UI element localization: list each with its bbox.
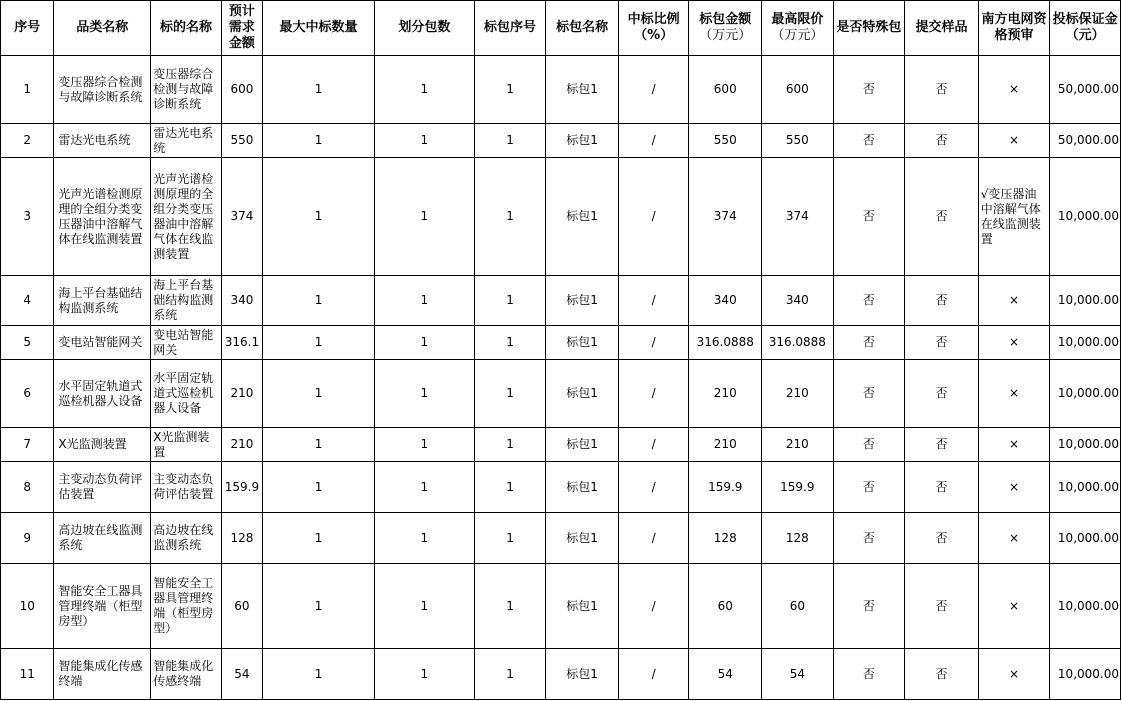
cell-deposit: 50,000.00	[1050, 56, 1121, 124]
cell-max-bids: 1	[263, 649, 375, 700]
cell-deposit: 10,000.00	[1050, 649, 1121, 700]
cell-seq: 4	[1, 276, 54, 326]
cell-ratio: /	[618, 158, 689, 276]
cell-subject: X光监测装置	[151, 428, 222, 462]
cell-special: 否	[833, 124, 905, 158]
cell-ratio: /	[618, 649, 689, 700]
cell-max-bids: 1	[263, 564, 375, 649]
cell-csg: ×	[978, 326, 1050, 360]
cell-est-amount: 159.9	[221, 462, 262, 513]
cell-category: 智能安全工器具管理终端（柜型房型）	[54, 564, 151, 649]
cell-max-bids: 1	[263, 158, 375, 276]
cell-category: 智能集成化传感终端	[54, 649, 151, 700]
cell-packages: 1	[374, 564, 474, 649]
cell-pkg-seq: 1	[474, 56, 546, 124]
cell-samples: 否	[905, 428, 979, 462]
cell-ratio: /	[618, 276, 689, 326]
cell-pkg-name: 标包1	[546, 326, 619, 360]
cell-pkg-amount: 159.9	[689, 462, 762, 513]
cell-category: 水平固定轨道式巡检机器人设备	[54, 360, 151, 428]
cell-deposit: 10,000.00	[1050, 462, 1121, 513]
header-max-price-line2: （万元）	[771, 28, 824, 43]
cell-pkg-name: 标包1	[546, 276, 619, 326]
cell-csg: ×	[978, 360, 1050, 428]
cell-pkg-amount: 374	[689, 158, 762, 276]
cell-packages: 1	[374, 513, 474, 564]
cell-pkg-name: 标包1	[546, 649, 619, 700]
cell-deposit: 10,000.00	[1050, 158, 1121, 276]
cell-est-amount: 210	[221, 360, 262, 428]
cell-subject: 变电站智能网关	[151, 326, 222, 360]
cell-ratio: /	[618, 56, 689, 124]
cell-seq: 9	[1, 513, 54, 564]
cell-seq: 7	[1, 428, 54, 462]
cell-samples: 否	[905, 564, 979, 649]
cell-csg: ×	[978, 428, 1050, 462]
cell-special: 否	[833, 513, 905, 564]
cell-category: 变电站智能网关	[54, 326, 151, 360]
header-ratio-line1: 中标比例	[627, 12, 680, 27]
header-deposit: 投标保证金（元）	[1050, 1, 1121, 56]
header-special: 是否特殊包	[833, 1, 905, 56]
cell-max-bids: 1	[263, 513, 375, 564]
cell-pkg-name: 标包1	[546, 462, 619, 513]
cell-special: 否	[833, 56, 905, 124]
cell-est-amount: 128	[221, 513, 262, 564]
header-row	[1, 1, 1121, 56]
table-row	[1, 513, 1121, 564]
cell-special: 否	[833, 360, 905, 428]
table-row	[1, 564, 1121, 649]
table-row	[1, 124, 1121, 158]
cell-est-amount: 54	[221, 649, 262, 700]
cell-est-amount: 340	[221, 276, 262, 326]
cell-samples: 否	[905, 158, 979, 276]
cell-pkg-seq: 1	[474, 649, 546, 700]
header-subject: 标的名称	[151, 1, 222, 56]
header-seq: 序号	[1, 1, 54, 56]
header-pkg-name: 标包名称	[546, 1, 619, 56]
cell-pkg-seq: 1	[474, 428, 546, 462]
cell-est-amount: 210	[221, 428, 262, 462]
cell-special: 否	[833, 462, 905, 513]
cell-pkg-name: 标包1	[546, 564, 619, 649]
header-est-amount: 预计需求金额	[221, 1, 262, 56]
cell-subject: 主变动态负荷评估装置	[151, 462, 222, 513]
cell-max-price: 210	[762, 360, 834, 428]
cell-seq: 6	[1, 360, 54, 428]
cell-pkg-seq: 1	[474, 360, 546, 428]
cell-category: X光监测装置	[54, 428, 151, 462]
cell-ratio: /	[618, 326, 689, 360]
cell-samples: 否	[905, 513, 979, 564]
cell-subject: 海上平台基础结构监测系统	[151, 276, 222, 326]
cell-ratio: /	[618, 564, 689, 649]
cell-samples: 否	[905, 649, 979, 700]
cell-pkg-seq: 1	[474, 326, 546, 360]
cell-pkg-amount: 128	[689, 513, 762, 564]
cell-special: 否	[833, 428, 905, 462]
cell-pkg-amount: 600	[689, 56, 762, 124]
table-row	[1, 56, 1121, 124]
cell-samples: 否	[905, 56, 979, 124]
cell-seq: 10	[1, 564, 54, 649]
cell-csg: ×	[978, 276, 1050, 326]
cell-max-bids: 1	[263, 56, 375, 124]
cell-category: 雷达光电系统	[54, 124, 151, 158]
cell-ratio: /	[618, 428, 689, 462]
header-pkg-amount	[689, 1, 762, 56]
cell-subject: 变压器综合检测与故障诊断系统	[151, 56, 222, 124]
cell-csg: ×	[978, 513, 1050, 564]
table-row	[1, 158, 1121, 276]
cell-pkg-name: 标包1	[546, 56, 619, 124]
cell-special: 否	[833, 649, 905, 700]
cell-deposit: 10,000.00	[1050, 513, 1121, 564]
cell-csg: ×	[978, 124, 1050, 158]
cell-est-amount: 550	[221, 124, 262, 158]
table-row	[1, 276, 1121, 326]
cell-max-price: 600	[762, 56, 834, 124]
cell-pkg-seq: 1	[474, 564, 546, 649]
cell-csg: √变压器油中溶解气体在线监测装置	[978, 158, 1050, 276]
cell-max-price: 340	[762, 276, 834, 326]
cell-max-bids: 1	[263, 428, 375, 462]
header-max-price-line1: 最高限价	[771, 12, 824, 27]
cell-max-bids: 1	[263, 462, 375, 513]
cell-max-price: 159.9	[762, 462, 834, 513]
cell-max-price: 210	[762, 428, 834, 462]
cell-deposit: 10,000.00	[1050, 276, 1121, 326]
cell-special: 否	[833, 158, 905, 276]
header-pkg-amount-line2: （万元）	[699, 28, 752, 43]
cell-max-price: 550	[762, 124, 834, 158]
cell-deposit: 10,000.00	[1050, 564, 1121, 649]
cell-pkg-amount: 316.0888	[689, 326, 762, 360]
header-pkg-amount-line1: 标包金额	[699, 12, 752, 27]
cell-est-amount: 600	[221, 56, 262, 124]
cell-pkg-name: 标包1	[546, 428, 619, 462]
cell-max-bids: 1	[263, 124, 375, 158]
cell-subject: 光声光谱检测原理的全组分类变压器油中溶解气体在线监测装置	[151, 158, 222, 276]
header-samples: 提交样品	[905, 1, 979, 56]
cell-max-price: 316.0888	[762, 326, 834, 360]
cell-ratio: /	[618, 124, 689, 158]
cell-pkg-amount: 550	[689, 124, 762, 158]
cell-max-bids: 1	[263, 326, 375, 360]
cell-seq: 2	[1, 124, 54, 158]
cell-subject: 雷达光电系统	[151, 124, 222, 158]
cell-samples: 否	[905, 462, 979, 513]
cell-packages: 1	[374, 649, 474, 700]
cell-packages: 1	[374, 276, 474, 326]
cell-pkg-name: 标包1	[546, 124, 619, 158]
cell-packages: 1	[374, 124, 474, 158]
cell-max-price: 128	[762, 513, 834, 564]
cell-est-amount: 316.1	[221, 326, 262, 360]
header-pkg-seq: 标包序号	[474, 1, 546, 56]
cell-csg: ×	[978, 462, 1050, 513]
cell-subject: 水平固定轨道式巡检机器人设备	[151, 360, 222, 428]
cell-csg: ×	[978, 649, 1050, 700]
cell-pkg-seq: 1	[474, 158, 546, 276]
cell-pkg-name: 标包1	[546, 360, 619, 428]
header-max-bids: 最大中标数量	[263, 1, 375, 56]
cell-seq: 11	[1, 649, 54, 700]
cell-special: 否	[833, 564, 905, 649]
cell-category: 变压器综合检测与故障诊断系统	[54, 56, 151, 124]
cell-est-amount: 374	[221, 158, 262, 276]
cell-packages: 1	[374, 462, 474, 513]
cell-samples: 否	[905, 276, 979, 326]
cell-subject: 高边坡在线监测系统	[151, 513, 222, 564]
cell-samples: 否	[905, 326, 979, 360]
table-row	[1, 326, 1121, 360]
cell-pkg-amount: 60	[689, 564, 762, 649]
cell-packages: 1	[374, 360, 474, 428]
cell-samples: 否	[905, 360, 979, 428]
cell-packages: 1	[374, 428, 474, 462]
cell-pkg-name: 标包1	[546, 513, 619, 564]
cell-seq: 1	[1, 56, 54, 124]
cell-category: 主变动态负荷评估装置	[54, 462, 151, 513]
cell-deposit: 10,000.00	[1050, 326, 1121, 360]
header-category: 品类名称	[54, 1, 151, 56]
cell-pkg-amount: 54	[689, 649, 762, 700]
cell-seq: 5	[1, 326, 54, 360]
table-row	[1, 360, 1121, 428]
cell-max-price: 60	[762, 564, 834, 649]
table-row	[1, 462, 1121, 513]
cell-packages: 1	[374, 326, 474, 360]
header-packages: 划分包数	[374, 1, 474, 56]
cell-max-price: 54	[762, 649, 834, 700]
cell-max-bids: 1	[263, 360, 375, 428]
cell-ratio: /	[618, 462, 689, 513]
cell-special: 否	[833, 326, 905, 360]
cell-subject: 智能集成化传感终端	[151, 649, 222, 700]
cell-category: 海上平台基础结构监测系统	[54, 276, 151, 326]
cell-packages: 1	[374, 56, 474, 124]
cell-pkg-amount: 210	[689, 360, 762, 428]
cell-subject: 智能安全工器具管理终端（柜型房型）	[151, 564, 222, 649]
cell-csg: ×	[978, 564, 1050, 649]
header-max-price	[762, 1, 834, 56]
table-row	[1, 649, 1121, 700]
cell-ratio: /	[618, 360, 689, 428]
cell-pkg-seq: 1	[474, 124, 546, 158]
cell-pkg-seq: 1	[474, 462, 546, 513]
header-ratio-line2: （%）	[634, 28, 674, 43]
cell-category: 高边坡在线监测系统	[54, 513, 151, 564]
cell-ratio: /	[618, 513, 689, 564]
cell-est-amount: 60	[221, 564, 262, 649]
cell-max-bids: 1	[263, 276, 375, 326]
header-ratio	[618, 1, 689, 56]
cell-pkg-amount: 340	[689, 276, 762, 326]
cell-special: 否	[833, 276, 905, 326]
cell-samples: 否	[905, 124, 979, 158]
cell-pkg-amount: 210	[689, 428, 762, 462]
cell-deposit: 10,000.00	[1050, 428, 1121, 462]
cell-pkg-seq: 1	[474, 276, 546, 326]
table-row	[1, 428, 1121, 462]
cell-deposit: 50,000.00	[1050, 124, 1121, 158]
header-csg: 南方电网资格预审	[978, 1, 1050, 56]
cell-deposit: 10,000.00	[1050, 360, 1121, 428]
cell-max-price: 374	[762, 158, 834, 276]
cell-seq: 8	[1, 462, 54, 513]
cell-pkg-name: 标包1	[546, 158, 619, 276]
cell-pkg-seq: 1	[474, 513, 546, 564]
cell-packages: 1	[374, 158, 474, 276]
cell-csg: ×	[978, 56, 1050, 124]
cell-category: 光声光谱检测原理的全组分类变压器油中溶解气体在线监测装置	[54, 158, 151, 276]
cell-seq: 3	[1, 158, 54, 276]
